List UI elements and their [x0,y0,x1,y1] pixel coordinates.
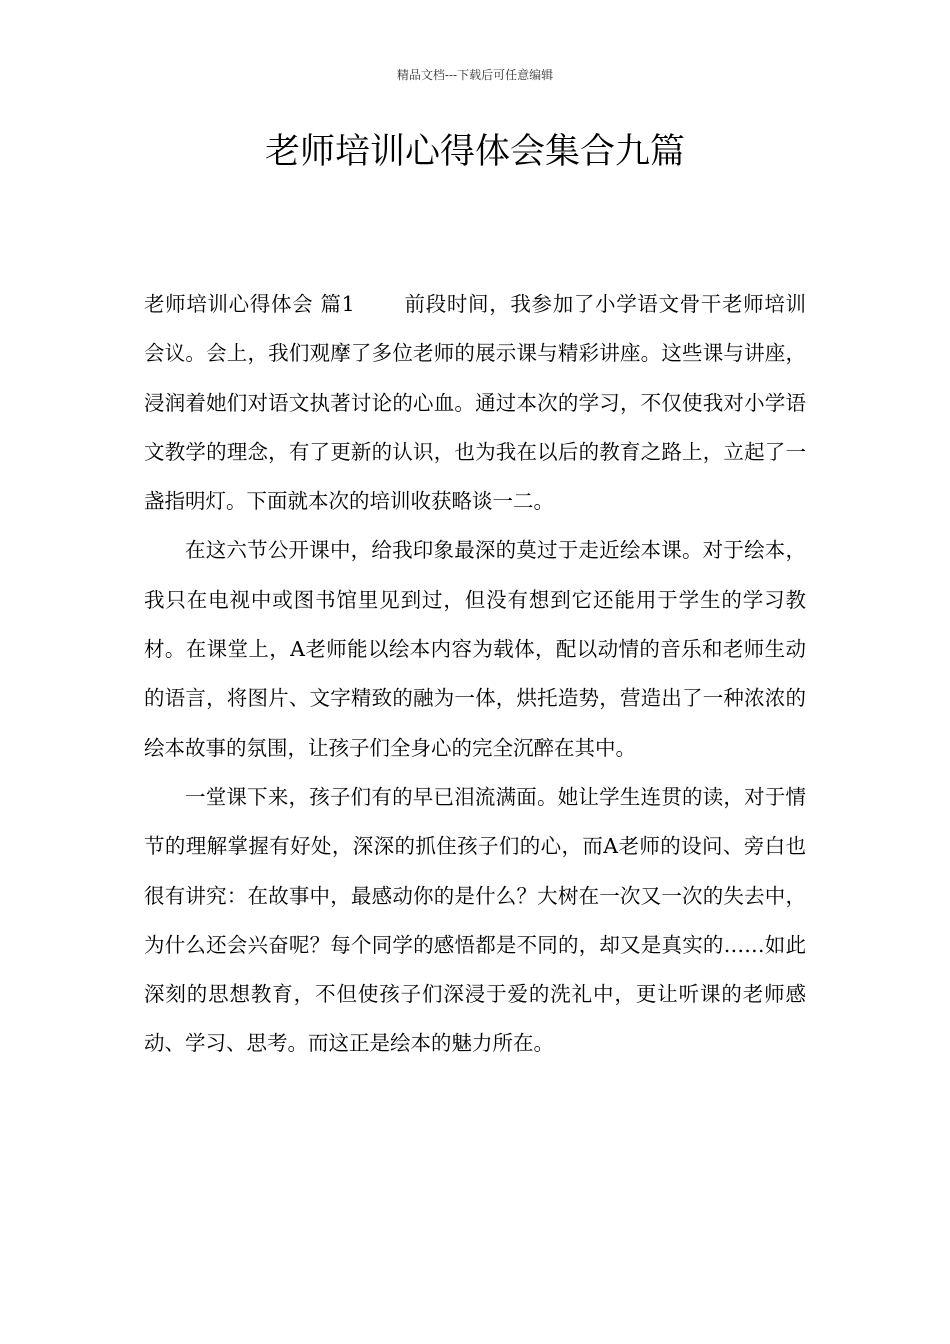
section-label: 老师培训心得体会 篇1 [144,292,355,316]
paragraph-1-text: 前段时间，我参加了小学语文骨干老师培训会议。会上，我们观摩了多位老师的展示课与精彩讲座。这些课与讲座，浸润着她们对语文执著讨论的心血。通过本次的学习，不仅使我对小学语文教学的理念，有了更新的认识，也为我在以后的教育之路上，立起了一盏指明灯。下面就本次的培训收获略谈一二。 [144,292,807,514]
paragraph-1 [144,280,806,526]
document-body [144,280,806,1069]
paragraph-3: 一堂课下来，孩子们有的早已泪流满面。她让学生连贯的读，对于情节的理解掌握有好处，深深的抓住孩子们的心，而A老师的设问、旁白也很有讲究：在故事中，最感动你的是什么？大树在一次又一次的失去中，为什么还会兴奋呢？每个同学的感悟都是不同的，却又是真实的……如此深刻的思想教育，不但使孩子们深浸于爱的洗礼中，更让听课的老师感动、学习、思考。而这正是绘本的魅力所在。 [144,784,806,1056]
paragraph-2: 在这六节公开课中，给我印象最深的莫过于走近绘本课。对于绘本，我只在电视中或图书馆里见到过，但没有想到它还能用于学生的学习教材。在课堂上，A老师能以绘本内容为载体，配以动情的音乐和老师生动的语言，将图片、文字精致的融为一体，烘托造势，营造出了一种浓浓的绘本故事的氛围，让孩子们全身心的完全沉醉在其中。 [144,538,806,760]
header-note: 精品文档---下载后可任意编辑 [396,68,554,82]
document-title: 老师培训心得体会集合九篇 [264,132,685,172]
